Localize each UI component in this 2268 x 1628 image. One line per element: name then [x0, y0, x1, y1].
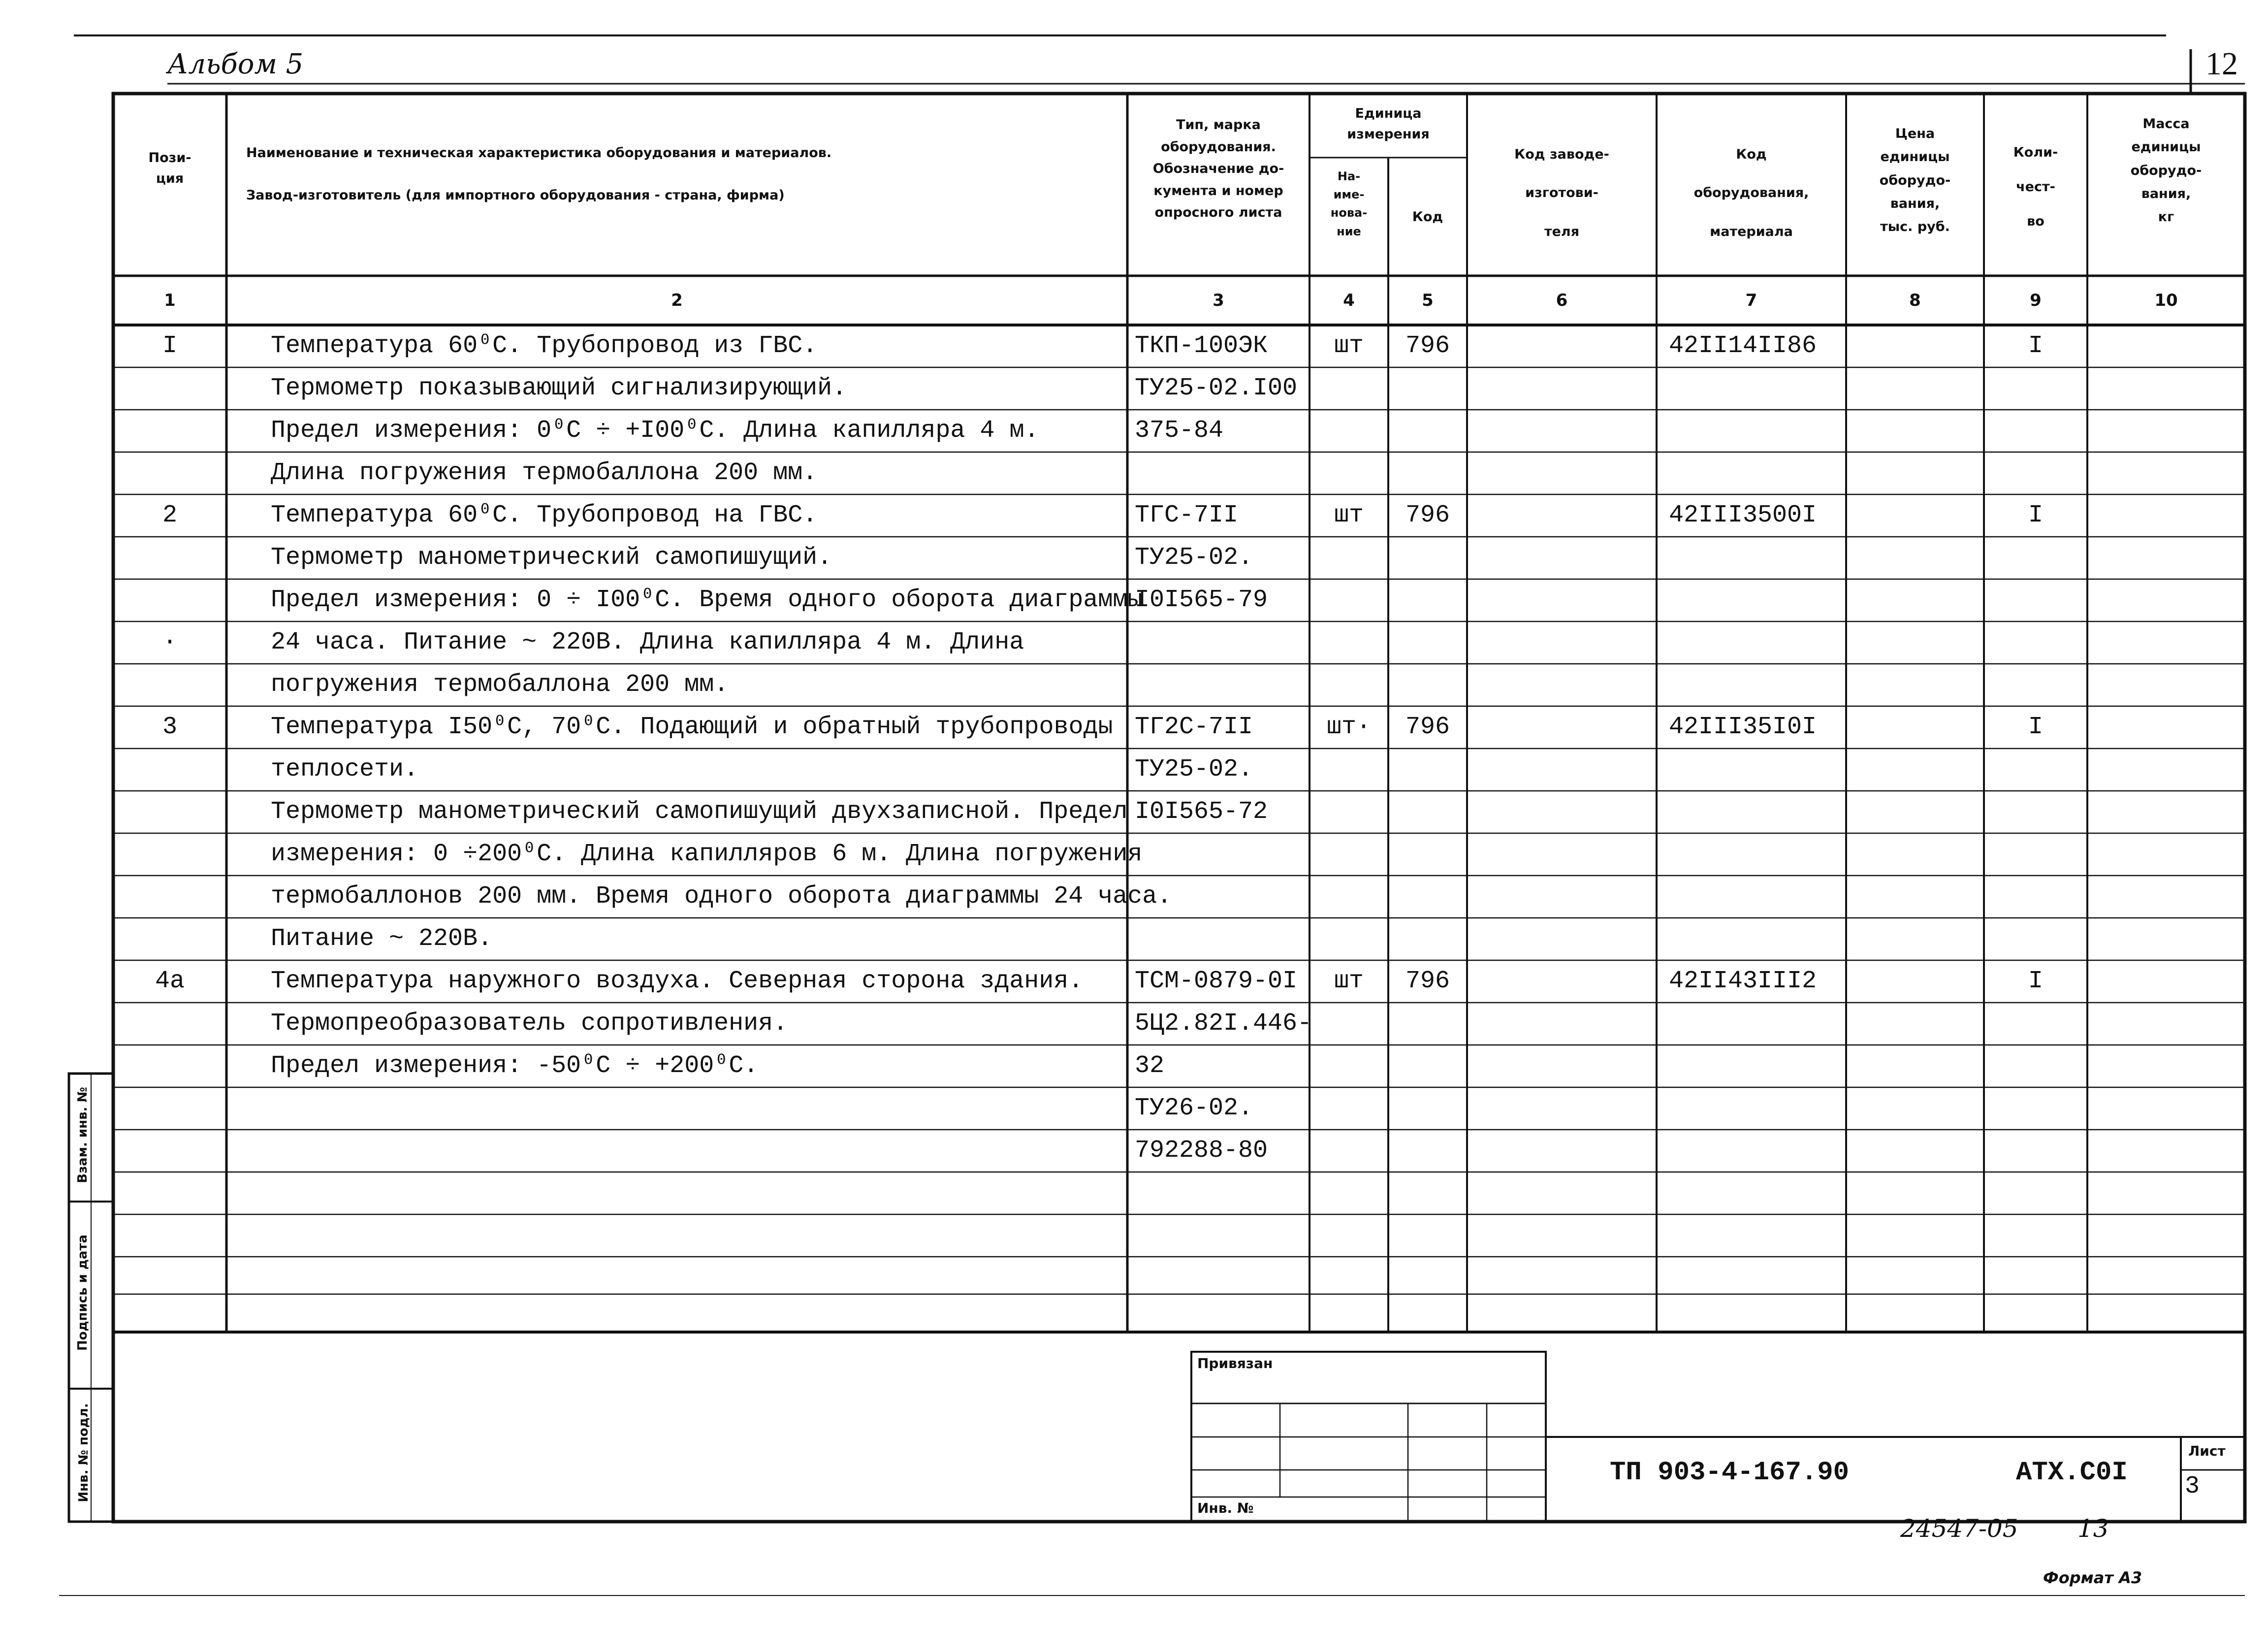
row-type-mark: ТКП-100ЭК	[1135, 332, 1268, 360]
col-header-6: Код заводе- изготови- теля	[1514, 147, 1609, 239]
document-mark: АТХ.С0I	[2016, 1458, 2128, 1488]
row-type-mark: ТГС-7II	[1135, 501, 1239, 529]
stamp-inv-podl: Инв. № подл.	[76, 1403, 91, 1502]
col-num-1: 1	[164, 291, 176, 310]
table-row	[0, 664, 2268, 706]
col-num-10: 10	[2154, 291, 2178, 310]
row-description: Предел измерения: -50⁰С ÷ +200⁰С.	[271, 1052, 759, 1080]
row-description: Предел измерения: 0⁰С ÷ +I00⁰С. Длина капилляра 4 м.	[271, 417, 1039, 445]
col-header-4: На- име- нова- ние	[1330, 169, 1368, 238]
inv-number-label: Инв. №	[1197, 1500, 1254, 1516]
col-num-6: 6	[1556, 291, 1568, 310]
row-description: Термометр показывающий сигнализирующий.	[271, 374, 847, 402]
table-row	[0, 791, 2268, 833]
table-row	[0, 833, 2268, 876]
row-description: Температура 60⁰С. Трубопровод из ГВС.	[271, 332, 818, 360]
table-row	[0, 367, 2268, 410]
table-row	[0, 876, 2268, 918]
row-quantity: I	[2028, 332, 2043, 360]
col-header-2: Наименование и техническая характеристика оборудования и материалов. Завод-изготовитель (для импортного оборудования - страна, фирма)	[246, 145, 832, 203]
row-description: Температура наружного воздуха. Северная сторона здания.	[271, 967, 1084, 995]
row-material-code: 42III3500I	[1669, 501, 1817, 529]
footer-page-number: 13	[2077, 1514, 2109, 1543]
col-num-5: 5	[1422, 291, 1434, 310]
table-row	[0, 325, 2268, 367]
col-num-3: 3	[1213, 291, 1224, 310]
row-type-mark: ТГ2С-7II	[1135, 713, 1253, 741]
row-unit-code: 796	[1405, 713, 1450, 741]
row-description: 24 часа. Питание ~ 220В. Длина капилляра 4 м. Длина	[271, 628, 1024, 656]
col-header-8: Цена единицы оборудо- вания, тыс. руб.	[1879, 126, 1951, 234]
row-type-mark: ТУ25-02.	[1135, 755, 1253, 783]
row-position: 2	[162, 501, 177, 529]
col-num-7: 7	[1745, 291, 1757, 310]
sheet-label: Лист	[2188, 1443, 2226, 1459]
row-type-mark: 792288-80	[1135, 1137, 1268, 1165]
row-material-code: 42II14II86	[1669, 332, 1817, 360]
table-row	[0, 1003, 2268, 1045]
row-type-mark: I0I565-79	[1135, 586, 1268, 614]
row-description: Длина погружения термобаллона 200 мм.	[271, 459, 818, 487]
table-row	[0, 1087, 2268, 1130]
col-num-2: 2	[671, 291, 683, 310]
col-num-9: 9	[2030, 291, 2042, 310]
album-label: Альбом 5	[167, 48, 304, 80]
row-unit-name: шт·	[1326, 713, 1371, 741]
row-type-mark: ТУ25-02.I00	[1135, 374, 1298, 402]
row-description: Температура I50⁰С, 70⁰С. Подающий и обратный трубопроводы	[271, 713, 1113, 741]
col-header-9: Коли- чест- во	[2013, 145, 2058, 229]
row-unit-name: шт	[1334, 332, 1364, 360]
row-quantity: I	[2028, 967, 2043, 995]
row-material-code: 42III35I0I	[1669, 713, 1817, 741]
col-header-7: Код оборудования, материала	[1693, 147, 1809, 239]
corner-page-number: 12	[2205, 46, 2238, 82]
row-type-mark: 5Ц2.82I.446-	[1135, 1009, 1312, 1038]
row-position: ·	[162, 628, 177, 656]
row-type-mark: 375-84	[1135, 417, 1224, 445]
col-header-10: Масса единицы оборудо- вания, кг	[2130, 116, 2202, 225]
col-num-4: 4	[1343, 291, 1355, 310]
stamp-signature-date: Подпись и дата	[75, 1234, 90, 1351]
col-header-5: Код	[1412, 209, 1443, 225]
row-description: погружения термобаллона 200 мм.	[271, 671, 729, 699]
col-num-8: 8	[1909, 291, 1921, 310]
table-row	[0, 621, 2268, 664]
unit-group-header: Единица измерения	[1347, 106, 1430, 142]
row-unit-code: 796	[1405, 332, 1450, 360]
row-description: Термометр манометрический самопишущий двухзаписной. Предел	[271, 798, 1128, 826]
table-row	[0, 452, 2268, 494]
col-header-1: Пози- ция	[148, 150, 192, 186]
row-description: теплосети.	[271, 755, 419, 783]
row-description: Питание ~ 220В.	[271, 925, 493, 953]
row-unit-code: 796	[1405, 501, 1450, 529]
row-unit-name: шт	[1334, 967, 1364, 995]
row-position: 4а	[155, 967, 185, 995]
privyazan-label: Привязан	[1197, 1355, 1273, 1371]
row-position: I	[162, 332, 177, 360]
row-description: термобаллонов 200 мм. Время одного оборота диаграммы 24 часа.	[271, 882, 1172, 911]
row-type-mark: I0I565-72	[1135, 798, 1268, 826]
row-type-mark: ТСМ-0879-0I	[1135, 967, 1298, 995]
row-description: Термометр манометрический самопишущий.	[271, 544, 832, 572]
row-position: 3	[162, 713, 177, 741]
row-type-mark: ТУ25-02.	[1135, 544, 1253, 572]
row-description: измерения: 0 ÷200⁰С. Длина капилляров 6 м. Длина погружения	[271, 840, 1143, 868]
table-row	[0, 749, 2268, 791]
row-description: Температура 60⁰С. Трубопровод на ГВС.	[271, 501, 818, 529]
table-row	[0, 960, 2268, 1003]
row-quantity: I	[2028, 713, 2043, 741]
table-row	[0, 1130, 2268, 1172]
document-code: ТП 903-4-167.90	[1610, 1458, 1850, 1488]
table-row	[0, 1045, 2268, 1087]
archive-number: 24547-05	[1900, 1514, 2018, 1543]
row-unit-name: шт	[1334, 501, 1364, 529]
col-header-3: Тип, марка оборудования. Обозначение до- кумента и номер опросного листа	[1152, 117, 1284, 221]
format-label: Формат А3	[2043, 1568, 2142, 1587]
row-description: Термопреобразователь сопротивления.	[271, 1009, 788, 1038]
row-description: Предел измерения: 0 ÷ I00⁰С. Время одного оборота диаграммы	[271, 586, 1143, 614]
table-row	[0, 579, 2268, 621]
row-quantity: I	[2028, 501, 2043, 529]
sheet-number: 3	[2185, 1472, 2200, 1500]
table-row	[0, 537, 2268, 579]
row-unit-code: 796	[1405, 967, 1450, 995]
table-row	[0, 918, 2268, 960]
stamp-vzam-inv: Взам. инв. №	[75, 1087, 90, 1183]
row-material-code: 42II43III2	[1669, 967, 1817, 995]
table-row	[0, 410, 2268, 452]
table-row	[0, 494, 2268, 537]
row-type-mark: 32	[1135, 1052, 1165, 1080]
table-row	[0, 706, 2268, 749]
row-type-mark: ТУ26-02.	[1135, 1094, 1253, 1122]
